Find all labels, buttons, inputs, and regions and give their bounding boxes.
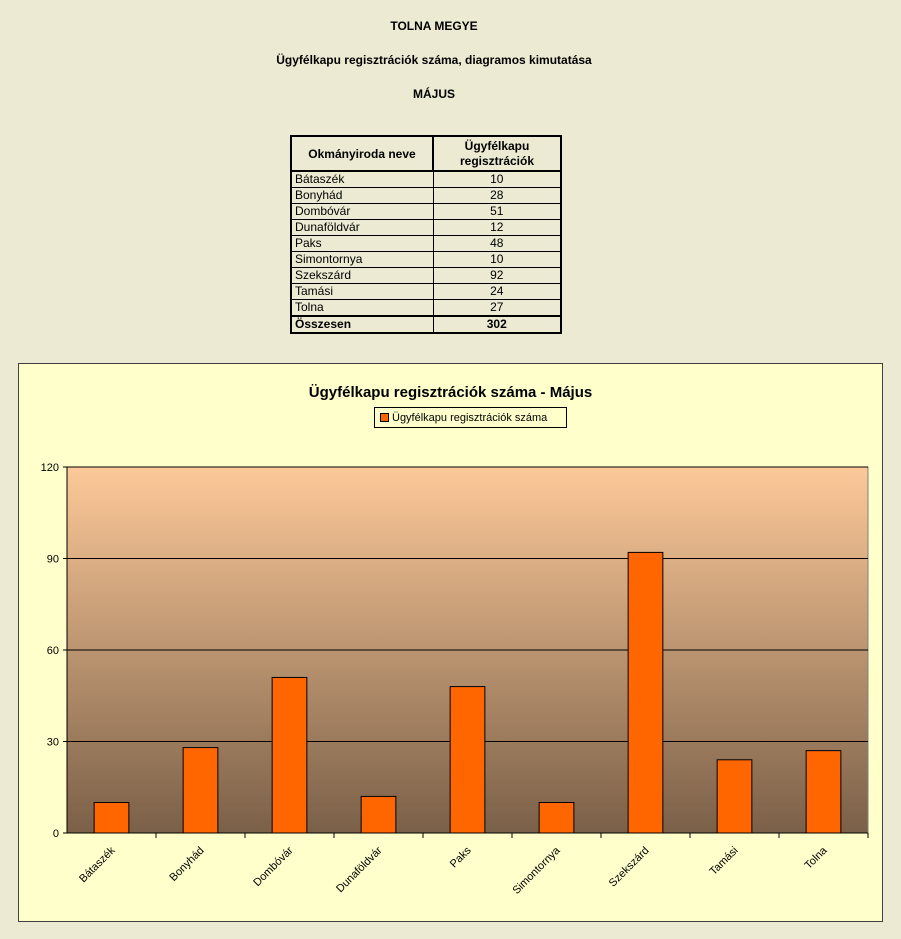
registration-table: [290, 135, 562, 334]
table-row: [291, 236, 561, 252]
bar-Dombóvár: [272, 677, 307, 833]
table-row: [291, 284, 561, 300]
county-title: TOLNA MEGYE: [390, 19, 478, 33]
registration-count: 51: [433, 204, 561, 220]
office-name: Simontornya: [291, 252, 433, 268]
table-row: [291, 204, 561, 220]
x-tick-label: Szekszárd: [606, 844, 652, 890]
bar-Bátaszék: [94, 803, 129, 834]
bar-Bonyhád: [183, 748, 218, 833]
total-value: 302: [433, 316, 561, 333]
x-tick-label: Dunaföldvár: [334, 844, 385, 896]
bar-Szekszárd: [628, 552, 663, 833]
report-subtitle: Ügyfélkapu regisztrációk száma, diagramos kimutatása: [276, 53, 592, 67]
registration-count: 28: [433, 188, 561, 204]
x-tick-label: Bonyhád: [167, 844, 207, 884]
registration-count: 12: [433, 220, 561, 236]
bar-Paks: [450, 687, 485, 833]
y-tick-label: 60: [46, 645, 59, 657]
table-row: [291, 188, 561, 204]
x-tick-label: Bátaszék: [77, 844, 118, 886]
x-tick-label: Tamási: [707, 844, 741, 878]
bar-Dunaföldvár: [361, 796, 396, 833]
x-tick-label: Simontornya: [510, 844, 563, 897]
x-tick-label: Dombóvár: [251, 844, 296, 890]
office-name: Bátaszék: [291, 171, 433, 188]
column-header-registrations: Ügyfélkapu regisztrációk: [433, 136, 561, 171]
table-row: [291, 300, 561, 317]
registration-count: 10: [433, 171, 561, 188]
bar-Simontornya: [539, 803, 574, 834]
total-label: Összesen: [291, 316, 433, 333]
y-tick-label: 0: [52, 828, 59, 840]
total-row: [291, 316, 561, 333]
x-tick-label: Tolna: [802, 844, 830, 872]
table-row: [291, 268, 561, 284]
x-tick-label: Paks: [447, 844, 474, 871]
chart-area: [18, 363, 883, 922]
bar-chart: [19, 364, 882, 921]
table-row: [291, 220, 561, 236]
office-name: Paks: [291, 236, 433, 252]
registration-count: 24: [433, 284, 561, 300]
office-name: Dunaföldvár: [291, 220, 433, 236]
y-tick-label: 90: [46, 553, 59, 566]
bar-Tolna: [806, 751, 841, 833]
chart-title: Ügyfélkapu regisztrációk száma - Május: [308, 384, 593, 401]
registration-count: 27: [433, 300, 561, 317]
registration-count: 10: [433, 252, 561, 268]
legend-label: Ügyfélkapu regisztrációk száma: [392, 411, 548, 424]
bar-Tamási: [717, 760, 752, 833]
y-tick-label: 30: [46, 736, 59, 749]
table-row: [291, 171, 561, 188]
office-name: Dombóvár: [291, 204, 433, 220]
y-tick-label: 120: [40, 462, 59, 474]
office-name: Tolna: [291, 300, 433, 317]
month-title: MÁJUS: [412, 87, 455, 101]
office-name: Szekszárd: [291, 268, 433, 284]
office-name: Bonyhád: [291, 188, 433, 204]
column-header-office: Okmányiroda neve: [291, 136, 433, 171]
office-name: Tamási: [291, 284, 433, 300]
registration-count: 92: [433, 268, 561, 284]
table-row: [291, 252, 561, 268]
registration-count: 48: [433, 236, 561, 252]
